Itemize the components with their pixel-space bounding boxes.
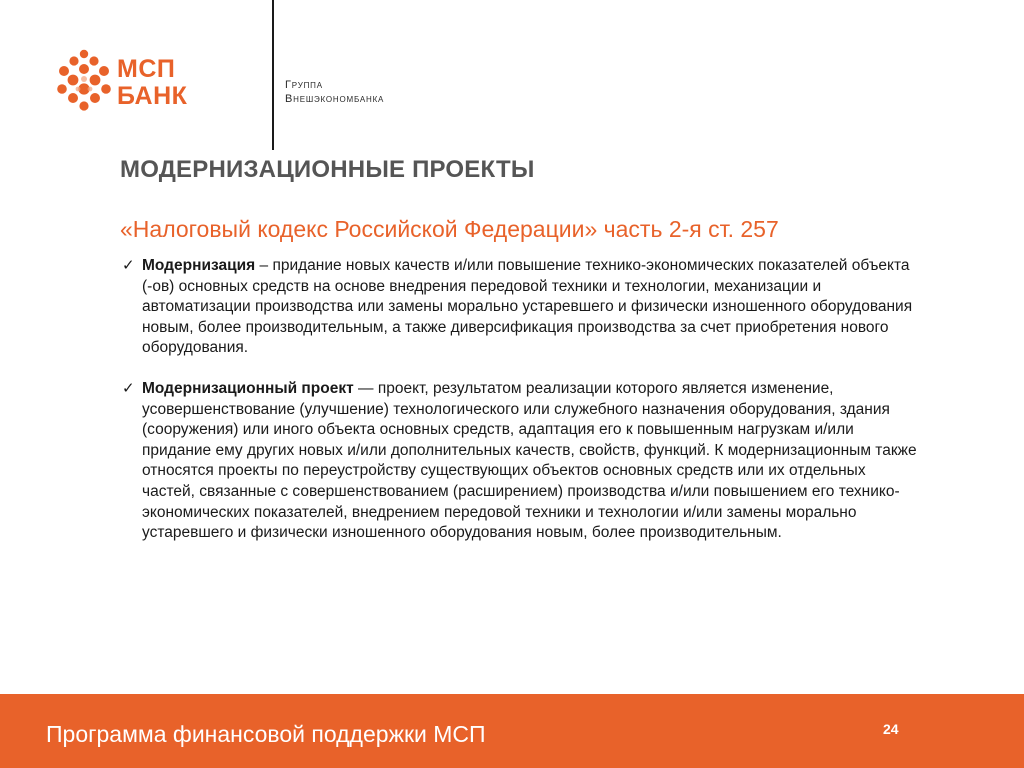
logo	[56, 44, 385, 116]
checkmark-icon: ✓	[122, 379, 135, 397]
logo-group-line-2: Внешэкономбанка	[285, 93, 385, 105]
footer-bar	[0, 694, 1024, 768]
definitions-list	[120, 256, 920, 544]
definition-term: Модернизационный проект	[142, 379, 354, 397]
logo-line-2: БАНК	[117, 82, 188, 110]
definition-item	[120, 379, 920, 544]
definition-text: — проект, результатом реализации которого является изменение, усовершенствование (улучшение) технологического или служебного назначения оборудования, здания (сооружения) или иного объекта основных средств, адаптация его к повышенным нагрузкам и/или придание ему других новых и/или дополнительных качеств, свойств, функций. К модернизационным также относятся проекты по переустройству существующих объектов основных средств или их отдельных частей, связанные с совершенствованием (расширением) производства и/или повышением его технико-экономических показателей, внедрением передовой техники и технологии и/или замены морально устаревшего и физически изношенного оборудования новым, более производительным.	[142, 379, 917, 542]
checkmark-icon: ✓	[122, 257, 135, 274]
definition-text: – придание новых качеств и/или повышение технико-экономических показателей объекта (-ов) основных средств на основе внедрения передовой техники и технологии, механизации и автоматизации производства или замены морально устаревшего и физически изношенного оборудования новым, более производительным, а также диверсификация производства за счет приобретения нового оборудования.	[142, 257, 913, 357]
logo-group-line-1: Группа	[285, 79, 323, 91]
logo-group-text	[285, 78, 384, 106]
logo-wordmark	[117, 56, 187, 110]
definition-term: Модернизация	[142, 257, 256, 274]
page-number: 24	[883, 721, 899, 737]
page-subtitle: «Налоговый кодекс Российской Федерации» часть 2-я ст. 257	[120, 216, 779, 242]
definition-item	[120, 256, 920, 359]
logo-line-1: МСП	[117, 55, 176, 83]
page-title: МОДЕРНИЗАЦИОННЫЕ ПРОЕКТЫ	[120, 156, 535, 183]
logo-divider	[272, 0, 274, 150]
footer-title: Программа финансовой поддержки МСП	[46, 721, 486, 747]
pinecone-logo-icon	[56, 49, 112, 111]
